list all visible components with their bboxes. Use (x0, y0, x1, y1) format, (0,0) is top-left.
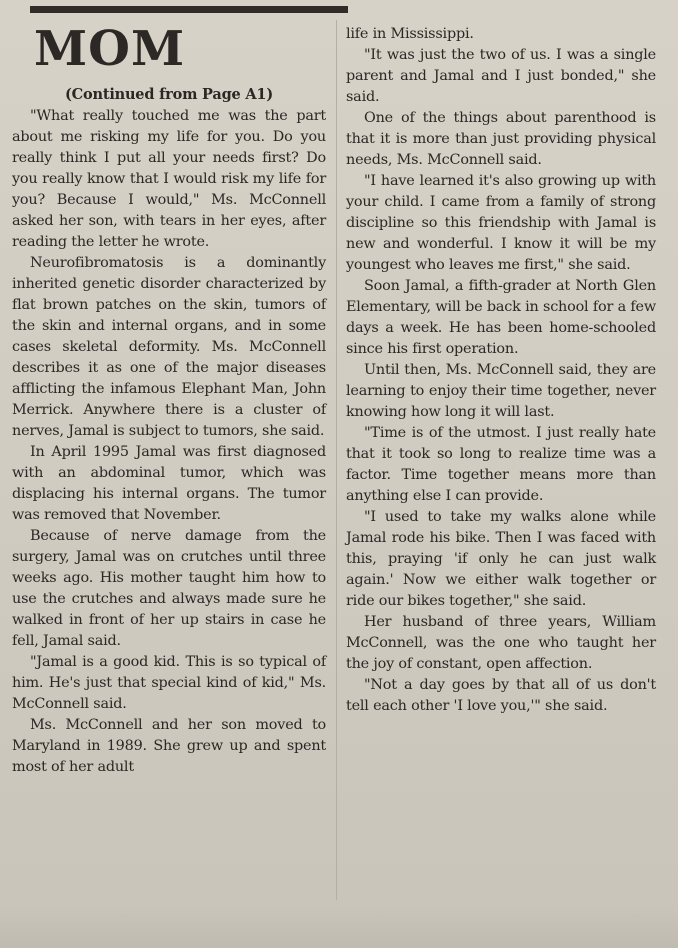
right-column (346, 24, 656, 717)
left-column (12, 84, 326, 778)
continued-line: (Continued from Page A1) (65, 86, 273, 103)
paragraph: Neurofibromatosis is a dominantly inherited genetic disorder characterized by flat brown patches on the skin, tumors of the skin and internal organs, and in some cases skeletal deformity. Ms. McConnell describes it as one of the major diseases afflicting the infamous Elephant Man, John Merrick. Anywhere there is a cluster of nerves, Jamal is subject to tumors, she said. (12, 255, 326, 439)
paragraph: "Jamal is a good kid. This is so typical of him. He's just that special kind of kid," Ms. McConnell said. (12, 654, 326, 712)
paragraph: One of the things about parenthood is that it is more than just providing physical needs, Ms. McConnell said. (346, 110, 656, 168)
paragraph: Her husband of three years, William McConnell, was the one who taught her the joy of constant, open affection. (346, 614, 656, 672)
paragraph: "Not a day goes by that all of us don't tell each other 'I love you,'" she said. (346, 677, 656, 714)
paragraph: life in Mississippi. (346, 26, 474, 42)
paragraph: Until then, Ms. McConnell said, they are learning to enjoy their time together, never knowing how long it will last. (346, 362, 656, 420)
paragraph: "I used to take my walks alone while Jamal rode his bike. Then I was faced with this, praying 'if only he can just walk again.' Now we either walk together or ride our bikes together," she said. (346, 509, 656, 609)
paragraph: "What really touched me was the part about me risking my life for you. Do you really think I put all your needs first? Do you really know that I would risk my life for you? Because I would," Ms. McConnell asked her son, with tears in her eyes, after reading the letter he wrote. (12, 108, 326, 250)
paragraph: "Time is of the utmost. I just really hate that it took so long to realize time was a factor. Time together means more than anything else I can provide. (346, 425, 656, 504)
paragraph: "I have learned it's also growing up with your child. I came from a family of strong discipline so this friendship with Jamal is new and wonderful. I know it will be my youngest who leaves me first," she said. (346, 173, 656, 273)
paragraph: Because of nerve damage from the surgery, Jamal was on crutches until three weeks ago. His mother taught him how to use the crutches and always made sure he walked in front of her up stairs in case he fell, Jamal said. (12, 528, 326, 649)
paragraph: Soon Jamal, a fifth-grader at North Glen Elementary, will be back in school for a few days a week. He has been home-schooled since his first operation. (346, 278, 656, 357)
paper-edge-shadow (0, 908, 678, 948)
paragraph: In April 1995 Jamal was first diagnosed with an abdominal tumor, which was displacing his internal organs. The tumor was removed that November. (12, 444, 326, 523)
paragraph: "It was just the two of us. I was a single parent and Jamal and I just bonded," she said. (346, 47, 656, 105)
headline-rule (30, 6, 348, 13)
paragraph: Ms. McConnell and her son moved to Maryland in 1989. She grew up and spent most of her adult (12, 717, 326, 775)
column-divider (336, 20, 337, 900)
headline: MOM (34, 21, 186, 77)
